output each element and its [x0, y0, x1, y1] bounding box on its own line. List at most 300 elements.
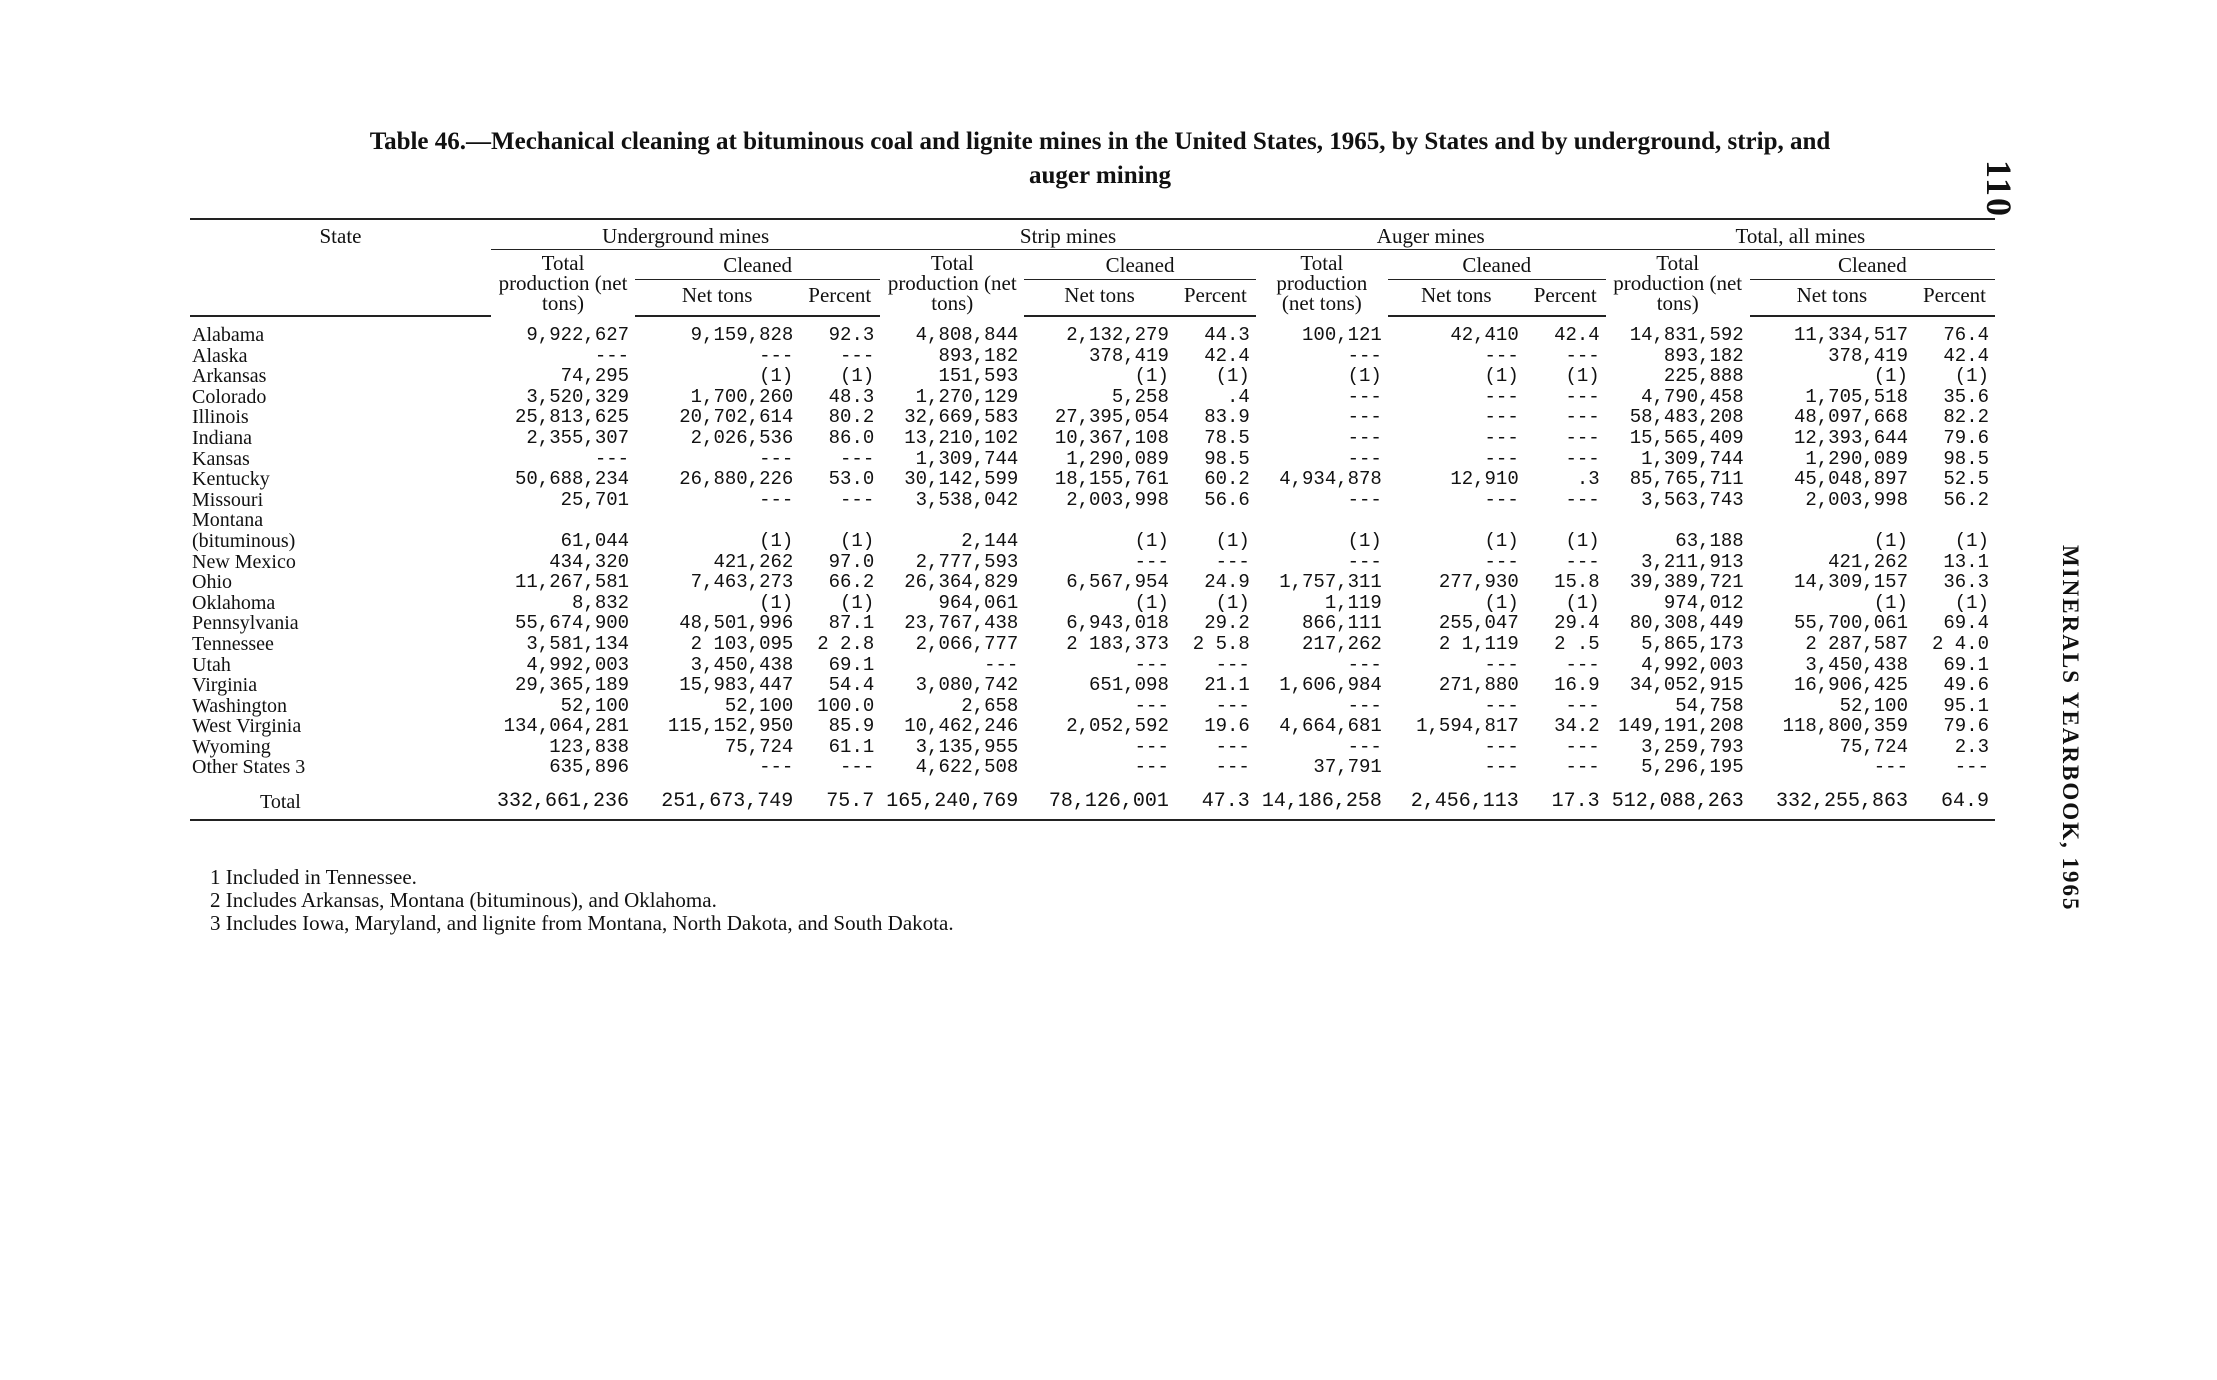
value-cell: 2,066,777	[915, 632, 1019, 655]
table-row	[190, 757, 1995, 778]
value-cell: (1)	[1215, 591, 1250, 614]
value-cell: 1,594,817	[1416, 715, 1519, 738]
value-cell: ---	[1215, 694, 1250, 717]
value-cell: 63,188	[1675, 529, 1744, 552]
value-cell: 83.9	[1204, 406, 1250, 429]
value-cell: 3,211,913	[1641, 550, 1744, 573]
value-cell: 2,777,593	[915, 550, 1019, 573]
value-cell: (1)	[1954, 365, 1989, 388]
value-cell: 52.5	[1943, 468, 1989, 491]
value-cell: (1)	[1484, 365, 1519, 388]
value-cell: (1)	[759, 365, 794, 388]
value-cell: 61,044	[560, 529, 630, 552]
value-cell: ---	[984, 653, 1019, 676]
value-cell: 36.3	[1943, 571, 1989, 594]
value-cell: 118,800,359	[1782, 715, 1908, 738]
value-cell: 11,334,517	[1793, 324, 1908, 346]
value-cell: (1)	[1215, 365, 1250, 388]
state-cell: Tennessee	[192, 632, 274, 655]
value-cell: ---	[840, 447, 875, 470]
value-cell: 50,688,234	[515, 468, 630, 491]
value-cell: 76.4	[1943, 324, 1989, 346]
group-header-total: Total, all mines	[1606, 219, 1995, 250]
value-cell: 30,142,599	[904, 468, 1019, 491]
value-cell: ---	[594, 344, 630, 367]
value-cell: (1)	[840, 365, 875, 388]
value-cell: ---	[1565, 694, 1600, 717]
total-production-header: Total production (net tons)	[498, 251, 628, 315]
table-row	[190, 716, 1995, 737]
value-cell: 69.1	[828, 653, 875, 676]
value-cell: 35.6	[1943, 385, 1989, 408]
value-cell: 24.9	[1204, 571, 1250, 594]
state-cell: Virginia	[192, 674, 258, 697]
value-cell: 434,320	[549, 550, 630, 573]
value-cell: 1,757,311	[1279, 571, 1382, 594]
value-cell: 42.4	[1943, 344, 1989, 367]
value-cell: 25,813,625	[515, 406, 630, 429]
value-cell: 29.4	[1554, 612, 1600, 635]
value-cell: 80,308,449	[1629, 612, 1744, 635]
value-cell: 3,538,042	[915, 488, 1019, 511]
value-cell: ---	[1134, 550, 1169, 573]
state-cell: Indiana	[192, 426, 252, 449]
value-cell	[1750, 510, 1914, 531]
running-head: MINERALS YEARBOOK, 1965	[2058, 545, 2083, 912]
value-cell: 974,012	[1663, 591, 1744, 614]
value-cell: 217,262	[1302, 632, 1382, 655]
value-cell: 52,100	[724, 694, 794, 717]
coal-cleaning-table	[190, 218, 1995, 821]
value-cell: 55,700,061	[1793, 612, 1908, 635]
value-cell: ---	[840, 344, 875, 367]
value-cell: ---	[1347, 488, 1382, 511]
value-cell: 2.3	[1954, 735, 1989, 758]
value-cell: 29.2	[1204, 612, 1250, 635]
value-cell: ---	[840, 488, 875, 511]
value-cell: ---	[1484, 550, 1519, 573]
value-cell	[1175, 510, 1256, 531]
value-cell: (1)	[840, 529, 875, 552]
value-cell: ---	[1565, 488, 1600, 511]
value-cell: 1,309,744	[1641, 447, 1744, 470]
value-cell: 69.4	[1943, 612, 1989, 635]
value-cell: (1)	[1347, 365, 1382, 388]
value-cell	[491, 510, 635, 531]
value-cell: ---	[1134, 653, 1169, 676]
value-cell: (1)	[840, 591, 875, 614]
value-cell: 4,992,003	[1641, 653, 1744, 676]
table-title	[250, 125, 1950, 193]
value-cell: 74,295	[560, 365, 630, 388]
value-cell: (1)	[1954, 529, 1989, 552]
value-cell: 2,658	[961, 694, 1019, 717]
value-cell: 56.6	[1204, 488, 1250, 511]
value-cell: 42,410	[1450, 324, 1519, 346]
table-row	[190, 593, 1995, 614]
table-row	[190, 469, 1995, 490]
group-header-auger: Auger mines	[1256, 219, 1606, 250]
net-tons-header: Net tons	[1750, 280, 1914, 316]
value-cell: 39,389,721	[1629, 571, 1744, 594]
value-cell: 75,724	[724, 735, 794, 758]
state-cell: Montana	[192, 509, 264, 532]
value-cell: (1)	[1873, 591, 1908, 614]
value-cell: ---	[1565, 550, 1600, 573]
total-row	[190, 778, 1995, 820]
cleaned-header: Cleaned	[635, 250, 880, 280]
value-cell: 55,674,900	[515, 612, 630, 635]
table-row	[190, 655, 1995, 676]
value-cell: ---	[1347, 426, 1382, 449]
value-cell: .3	[1576, 468, 1600, 491]
value-cell: 3,450,438	[1805, 653, 1908, 676]
value-cell: 78.5	[1204, 426, 1250, 449]
value-cell: 2 1,119	[1438, 632, 1519, 655]
table-row	[190, 387, 1995, 408]
percent-header: Percent	[1175, 280, 1256, 316]
value-cell: ---	[1347, 344, 1382, 367]
value-cell: ---	[1347, 385, 1382, 408]
table-row	[190, 490, 1995, 511]
state-cell: (bituminous)	[192, 529, 296, 552]
value-cell: 58,483,208	[1629, 406, 1744, 429]
value-cell: (1)	[759, 591, 794, 614]
value-cell: 2 4.0	[1931, 632, 1989, 655]
cleaned-header: Cleaned	[1388, 250, 1606, 280]
value-cell: 26,364,829	[904, 571, 1019, 594]
value-cell: 11,267,581	[515, 571, 630, 594]
value-cell: 82.2	[1943, 406, 1989, 429]
value-cell: 2 287,587	[1805, 632, 1908, 655]
value-cell: 2,003,998	[1805, 488, 1908, 511]
value-cell: (1)	[1873, 529, 1908, 552]
value-cell: ---	[1484, 735, 1519, 758]
value-cell: 52,100	[560, 694, 630, 717]
value-cell: (1)	[1565, 591, 1600, 614]
total-value-cell: 332,255,863	[1750, 778, 1914, 820]
value-cell: ---	[1484, 488, 1519, 511]
value-cell: 75,724	[1839, 735, 1908, 758]
value-cell: 92.3	[828, 324, 875, 346]
group-header-underground: Underground mines	[491, 219, 880, 250]
value-cell: ---	[1347, 550, 1382, 573]
value-cell: 2,144	[961, 529, 1019, 552]
value-cell: 14,831,592	[1629, 323, 1744, 346]
value-cell: 52,100	[1839, 694, 1908, 717]
table-row	[190, 531, 1995, 552]
value-cell: 6,567,954	[1066, 571, 1169, 594]
value-cell: (1)	[1565, 365, 1600, 388]
value-cell: ---	[1215, 653, 1250, 676]
value-cell: ---	[594, 447, 630, 470]
value-cell: 2,003,998	[1066, 488, 1169, 511]
value-cell: 15.8	[1554, 571, 1600, 594]
value-cell: 255,047	[1438, 612, 1519, 635]
value-cell: 98.5	[1943, 447, 1989, 470]
value-cell: ---	[1347, 447, 1382, 470]
value-cell: (1)	[1484, 529, 1519, 552]
value-cell: 97.0	[828, 550, 875, 573]
state-cell: Washington	[192, 694, 288, 717]
value-cell: 4,790,458	[1641, 385, 1744, 408]
value-cell: 69.1	[1943, 653, 1989, 676]
value-cell: 7,463,273	[690, 571, 794, 594]
state-cell: Utah	[192, 653, 231, 676]
value-cell: .4	[1227, 385, 1250, 408]
total-value-cell: 165,240,769	[880, 778, 1024, 820]
value-cell: ---	[1347, 735, 1382, 758]
state-cell: Wyoming	[192, 735, 271, 758]
value-cell: 34,052,915	[1629, 674, 1744, 697]
value-cell: 54,758	[1675, 694, 1744, 717]
value-cell: 3,259,793	[1641, 735, 1744, 758]
value-cell: 1,700,260	[690, 385, 794, 408]
value-cell: 1,309,744	[915, 447, 1019, 470]
value-cell: 10,367,108	[1054, 426, 1169, 449]
state-cell: Alabama	[192, 324, 265, 346]
value-cell: 16,906,425	[1793, 674, 1908, 697]
value-cell: 14,309,157	[1793, 571, 1908, 594]
group-header-strip: Strip mines	[880, 219, 1256, 250]
cleaned-header: Cleaned	[1024, 250, 1256, 280]
value-cell: 16.9	[1554, 674, 1600, 697]
total-value-cell: 512,088,263	[1606, 778, 1750, 820]
value-cell: ---	[1484, 756, 1519, 779]
value-cell	[1525, 510, 1606, 531]
value-cell: 4,808,844	[915, 323, 1019, 346]
state-cell: Pennsylvania	[192, 612, 299, 635]
total-value-cell: 2,456,113	[1388, 778, 1525, 820]
value-cell: ---	[1565, 735, 1600, 758]
value-cell: 123,838	[549, 735, 630, 758]
state-cell: Other States 3	[192, 756, 306, 779]
value-cell: ---	[1565, 653, 1600, 676]
value-cell: ---	[1215, 735, 1250, 758]
cleaned-header: Cleaned	[1750, 250, 1995, 280]
table-row	[190, 407, 1995, 428]
table-row	[190, 510, 1995, 531]
value-cell: (1)	[759, 529, 794, 552]
footnote-2: 2 Includes Arkansas, Montana (bituminous), and Oklahoma.	[210, 888, 717, 912]
value-cell: ---	[1484, 694, 1519, 717]
value-cell: ---	[1565, 756, 1600, 779]
value-cell: 8,832	[572, 591, 630, 614]
page-number: 110	[1979, 160, 2019, 219]
value-cell: 1,270,129	[915, 385, 1019, 408]
table-row	[190, 613, 1995, 634]
value-cell: 13.1	[1943, 550, 1989, 573]
value-cell: 48.3	[828, 385, 875, 408]
percent-header: Percent	[1525, 280, 1606, 316]
footnote-3: 3 Includes Iowa, Maryland, and lignite from Montana, North Dakota, and South Dakota.	[210, 911, 954, 935]
value-cell: (1)	[1565, 529, 1600, 552]
value-cell: 56.2	[1943, 488, 1989, 511]
value-cell: (1)	[1134, 591, 1169, 614]
value-cell: 4,934,878	[1279, 468, 1382, 491]
value-cell: ---	[1347, 694, 1382, 717]
state-cell: Ohio	[192, 571, 232, 594]
value-cell: 49.6	[1943, 674, 1989, 697]
total-value-cell: 78,126,001	[1024, 778, 1175, 820]
value-cell: 2,052,592	[1066, 715, 1169, 738]
value-cell: ---	[840, 756, 875, 779]
percent-header: Percent	[1914, 280, 1995, 316]
value-cell: (1)	[1134, 365, 1169, 388]
table-row	[190, 366, 1995, 387]
value-cell: (1)	[1954, 591, 1989, 614]
value-cell: 29,365,189	[515, 674, 630, 697]
value-cell: 964,061	[938, 591, 1019, 614]
total-label: Total	[190, 778, 491, 820]
value-cell: 1,705,518	[1805, 385, 1908, 408]
value-cell: ---	[1565, 447, 1600, 470]
value-cell: 85,765,711	[1629, 468, 1744, 491]
table-row	[190, 449, 1995, 470]
value-cell: 95.1	[1943, 694, 1989, 717]
value-cell: ---	[1484, 385, 1519, 408]
value-cell: ---	[1484, 447, 1519, 470]
value-cell: 3,563,743	[1641, 488, 1744, 511]
value-cell: 1,606,984	[1279, 674, 1382, 697]
value-cell: 3,581,134	[526, 632, 630, 655]
value-cell: ---	[1215, 756, 1250, 779]
value-cell: ---	[1347, 406, 1382, 429]
value-cell: ---	[1565, 406, 1600, 429]
value-cell: 61.1	[828, 735, 875, 758]
value-cell: 3,080,742	[915, 674, 1019, 697]
value-cell: 44.3	[1204, 324, 1250, 346]
value-cell: 635,896	[549, 756, 630, 779]
value-cell: 5,296,195	[1641, 756, 1744, 779]
value-cell: ---	[1565, 344, 1600, 367]
value-cell: 151,593	[938, 365, 1019, 388]
value-cell	[635, 510, 799, 531]
state-cell: Alaska	[192, 344, 248, 367]
value-cell: 378,419	[1828, 344, 1908, 367]
value-cell: ---	[1347, 653, 1382, 676]
value-cell: 45,048,897	[1793, 468, 1908, 491]
value-cell: ---	[1484, 344, 1519, 367]
total-value-cell: 14,186,258	[1256, 778, 1388, 820]
value-cell: 42.4	[1204, 344, 1250, 367]
state-cell: Missouri	[192, 488, 264, 511]
state-cell: Kentucky	[192, 468, 270, 491]
value-cell: 2,355,307	[526, 426, 630, 449]
value-cell: 15,983,447	[679, 674, 794, 697]
table-row	[190, 737, 1995, 758]
value-cell: 80.2	[828, 406, 875, 429]
value-cell: 378,419	[1089, 344, 1169, 367]
footnote-1: 1 Included in Tennessee.	[210, 865, 417, 889]
value-cell: 421,262	[713, 550, 794, 573]
value-cell	[1256, 510, 1388, 531]
value-cell: 54.4	[828, 674, 875, 697]
value-cell: 1,119	[1324, 591, 1382, 614]
net-tons-header: Net tons	[1024, 280, 1175, 316]
value-cell: 34.2	[1554, 715, 1600, 738]
value-cell	[1914, 510, 1995, 531]
value-cell: 6,943,018	[1066, 612, 1169, 635]
value-cell: 42.4	[1554, 324, 1600, 346]
table-row	[190, 634, 1995, 655]
total-value-cell: 47.3	[1175, 778, 1256, 820]
value-cell: 79.6	[1943, 715, 1989, 738]
value-cell	[880, 510, 1024, 531]
net-tons-header: Net tons	[635, 280, 799, 316]
value-cell: 3,135,955	[915, 735, 1019, 758]
value-cell: 2 2.8	[817, 632, 875, 655]
value-cell: ---	[1484, 653, 1519, 676]
state-cell: Kansas	[192, 447, 250, 470]
value-cell: 12,910	[1450, 468, 1519, 491]
value-cell: 225,888	[1663, 365, 1744, 388]
value-cell: 25,701	[560, 488, 630, 511]
table-row	[190, 346, 1995, 367]
value-cell: ---	[1484, 426, 1519, 449]
value-cell: 98.5	[1204, 447, 1250, 470]
value-cell: 12,393,644	[1793, 426, 1908, 449]
value-cell: 4,664,681	[1279, 715, 1382, 738]
value-cell: 48,501,996	[679, 612, 794, 635]
value-cell: ---	[1215, 550, 1250, 573]
value-cell: 2 103,095	[690, 632, 794, 655]
value-cell: 5,258	[1111, 385, 1169, 408]
value-cell: 27,395,054	[1054, 406, 1169, 429]
value-cell: 1,290,089	[1066, 447, 1169, 470]
value-cell: (1)	[1347, 529, 1382, 552]
value-cell: 13,210,102	[904, 426, 1019, 449]
value-cell: ---	[1565, 426, 1600, 449]
state-header: State	[190, 219, 491, 316]
value-cell: 87.1	[828, 612, 875, 635]
value-cell: (1)	[1134, 529, 1169, 552]
value-cell: 866,111	[1302, 612, 1382, 635]
value-cell: 18,155,761	[1054, 468, 1169, 491]
value-cell: 9,922,627	[526, 323, 630, 346]
table-row	[190, 675, 1995, 696]
value-cell: ---	[1873, 756, 1908, 779]
table-row	[190, 572, 1995, 593]
value-cell	[1606, 510, 1750, 531]
value-cell: 149,191,208	[1618, 715, 1744, 738]
value-cell	[1388, 510, 1525, 531]
value-cell: 5,865,173	[1641, 632, 1744, 655]
value-cell: 893,182	[938, 344, 1019, 367]
value-cell: 3,520,329	[526, 385, 630, 408]
value-cell: 2,026,536	[690, 426, 794, 449]
value-cell: 2 .5	[1554, 632, 1600, 655]
value-cell: ---	[1134, 694, 1169, 717]
value-cell	[1024, 510, 1175, 531]
table-row	[190, 552, 1995, 573]
value-cell: 2 5.8	[1192, 632, 1250, 655]
total-production-header: Total production (net tons)	[1276, 251, 1368, 315]
value-cell: 893,182	[1663, 344, 1744, 367]
value-cell: (1)	[1215, 529, 1250, 552]
value-cell: 2,132,279	[1066, 324, 1169, 346]
total-value-cell: 17.3	[1525, 778, 1606, 820]
total-production-header: Total production (net tons)	[887, 251, 1017, 315]
value-cell: 79.6	[1943, 426, 1989, 449]
value-cell: 32,669,583	[904, 406, 1019, 429]
value-cell: 271,880	[1438, 674, 1519, 697]
state-cell: Colorado	[192, 385, 267, 408]
value-cell: 85.9	[828, 715, 875, 738]
value-cell: ---	[1134, 735, 1169, 758]
value-cell: ---	[759, 756, 794, 779]
value-cell: 277,930	[1438, 571, 1519, 594]
